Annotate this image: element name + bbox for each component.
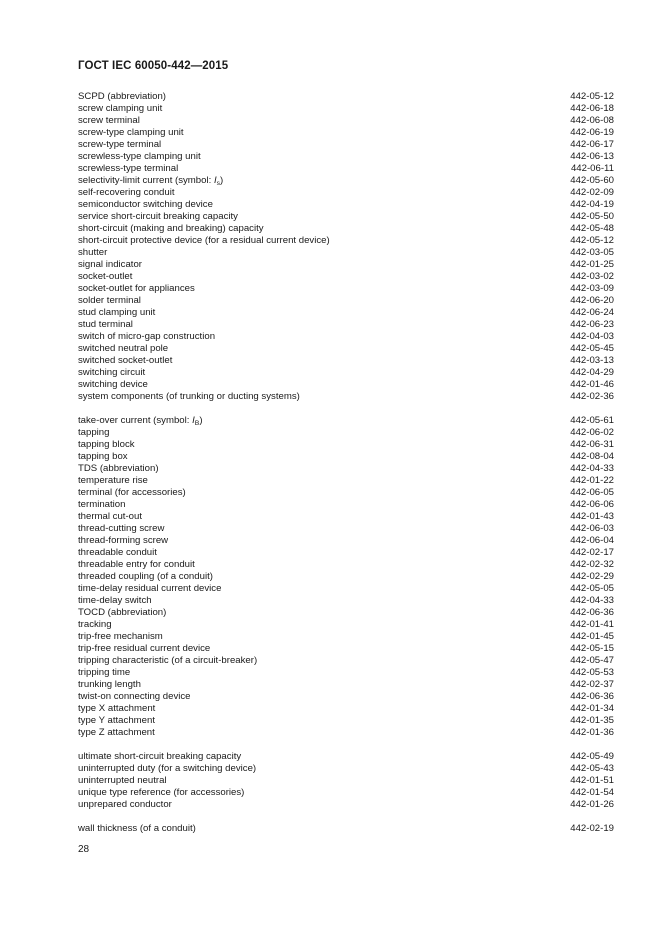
entry-term-text: trip-free residual current device: [78, 643, 211, 654]
entry-code: 442-06-17: [570, 139, 614, 150]
entry-term-text: termination: [78, 499, 126, 510]
entry-code: 442-06-20: [570, 295, 614, 306]
index-entry: [78, 151, 614, 163]
entry-term-text: self-recovering conduit: [78, 187, 175, 198]
entry-term-end: ): [199, 415, 203, 426]
entry-term-text: type X attachment: [78, 703, 156, 714]
index-entry: [78, 667, 614, 679]
entry-term: [78, 439, 562, 451]
entry-term-end: ): [220, 175, 224, 186]
entry-code: 442-06-24: [570, 307, 614, 318]
entry-term-text: threaded coupling (of a conduit): [78, 571, 213, 582]
entry-term-text: terminal (for accessories): [78, 487, 186, 498]
index-entry: [78, 367, 614, 379]
entry-term: [78, 451, 562, 463]
entry-term: [78, 547, 562, 559]
entry-term-text: SCPD (abbreviation): [78, 91, 166, 102]
entry-term-text: semiconductor switching device: [78, 199, 213, 210]
entry-term: [78, 115, 562, 127]
entry-term: [78, 355, 562, 367]
entry-term: [78, 391, 562, 403]
entry-term: [78, 235, 562, 247]
index-entry: [78, 751, 614, 763]
index-entry: [78, 787, 614, 799]
entry-term-text: tapping box: [78, 451, 128, 462]
index-entry: [78, 439, 614, 451]
entry-term: [78, 535, 562, 547]
entry-term: [78, 643, 562, 655]
entry-term-text: short-circuit (making and breaking) capacity: [78, 223, 264, 234]
entry-term-text: wall thickness (of a conduit): [78, 823, 196, 834]
index-entry: [78, 307, 614, 319]
group-separator: [78, 403, 614, 415]
index-entry: [78, 91, 614, 103]
entry-term-text: screwless-type clamping unit: [78, 151, 201, 162]
entry-code: 442-05-49: [570, 751, 614, 762]
entry-code: 442-06-08: [570, 115, 614, 126]
entry-term: [78, 379, 562, 391]
entry-term-text: take-over current (symbol:: [78, 415, 193, 426]
entry-term-text: tripping time: [78, 667, 131, 678]
entry-term: [78, 475, 562, 487]
index-entry: [78, 355, 614, 367]
entry-code: 442-06-05: [570, 487, 614, 498]
symbol-subscript: B: [194, 420, 200, 427]
index-entry: [78, 319, 614, 331]
index-entry: [78, 199, 614, 211]
index-entry: [78, 103, 614, 115]
entry-term-text: screw-type terminal: [78, 139, 162, 150]
index-entry: [78, 499, 614, 511]
entry-term-text: switching device: [78, 379, 148, 390]
entry-term-text: screw terminal: [78, 115, 140, 126]
entry-term: [78, 223, 562, 235]
index-entry: [78, 583, 614, 595]
entry-term: [78, 295, 562, 307]
entry-code: 442-04-33: [570, 463, 614, 474]
index-entry: [78, 235, 614, 247]
index-entry: [78, 487, 614, 499]
entry-term-text: unique type reference (for accessories): [78, 787, 245, 798]
entry-term-text: trip-free mechanism: [78, 631, 163, 642]
entry-code: 442-06-04: [570, 535, 614, 546]
index-entry: [78, 451, 614, 463]
entry-code: 442-06-03: [570, 523, 614, 534]
entry-term-text: stud terminal: [78, 319, 133, 330]
index-entry: [78, 547, 614, 559]
entry-term: [78, 331, 562, 343]
index-entry: [78, 595, 614, 607]
entry-term-text: system components (of trunking or ducting systems): [78, 391, 300, 402]
entry-code: 442-03-02: [570, 271, 614, 282]
entry-code: 442-04-19: [570, 199, 614, 210]
index-entry: [78, 271, 614, 283]
entry-term-text: switched neutral pole: [78, 343, 169, 354]
entry-term-text: uninterrupted neutral: [78, 775, 167, 786]
entry-term: [78, 559, 562, 571]
entry-term-text: thread-cutting screw: [78, 523, 165, 534]
entry-term: [78, 619, 562, 631]
index-entry: [78, 379, 614, 391]
entry-code: 442-05-12: [570, 235, 614, 246]
entry-term-text: unprepared conductor: [78, 799, 172, 810]
page-number: 28: [78, 844, 90, 855]
index-entry: [78, 691, 614, 703]
entry-term: [78, 775, 562, 787]
index-entry: [78, 727, 614, 739]
entry-term-text: threadable entry for conduit: [78, 559, 195, 570]
entry-code: 442-08-04: [570, 451, 614, 462]
index-entry: [78, 679, 614, 691]
entry-code: 442-05-50: [570, 211, 614, 222]
entry-term: [78, 367, 562, 379]
entry-term: [78, 427, 562, 439]
index-entry: [78, 259, 614, 271]
index-entry: [78, 643, 614, 655]
index-entry: [78, 211, 614, 223]
entry-term: [78, 187, 562, 199]
index-entry: [78, 703, 614, 715]
entry-term-text: uninterrupted duty (for a switching device): [78, 763, 257, 774]
entry-code: 442-05-43: [570, 763, 614, 774]
entry-term: [78, 631, 562, 643]
entry-code: 442-06-02: [570, 427, 614, 438]
index-entry: [78, 163, 614, 175]
entry-term: [78, 247, 562, 259]
entry-term-text: tapping block: [78, 439, 135, 450]
entry-term-text: trunking length: [78, 679, 141, 690]
entry-term-text: temperature rise: [78, 475, 148, 486]
symbol-subscript: s: [216, 180, 221, 187]
entry-term: [78, 103, 562, 115]
entry-code: 442-05-61: [570, 415, 614, 426]
entry-code: 442-01-43: [570, 511, 614, 522]
entry-code: 442-05-48: [570, 223, 614, 234]
entry-code: 442-06-19: [570, 127, 614, 138]
entry-code: 442-01-45: [570, 631, 614, 642]
entry-code: 442-02-32: [570, 559, 614, 570]
page-header: ГОСТ IEC 60050-442—2015: [78, 60, 229, 72]
entry-code: 442-06-31: [570, 439, 614, 450]
symbol-main: I: [192, 415, 195, 426]
entry-code: 442-01-25: [570, 259, 614, 270]
entry-term-text: selectivity-limit current (symbol:: [78, 175, 214, 186]
index-entry: [78, 283, 614, 295]
group-separator: [78, 739, 614, 751]
entry-term: [78, 211, 562, 223]
entry-code: 442-01-26: [570, 799, 614, 810]
index-entry: [78, 559, 614, 571]
entry-term: [78, 571, 562, 583]
entry-code: 442-01-34: [570, 703, 614, 714]
entry-term: [78, 271, 562, 283]
entry-code: 442-06-06: [570, 499, 614, 510]
entry-term-text: screw clamping unit: [78, 103, 163, 114]
entry-term: [78, 703, 562, 715]
index-entry: [78, 343, 614, 355]
entry-code: 442-05-05: [570, 583, 614, 594]
entry-code: 442-05-15: [570, 643, 614, 654]
entry-term: [78, 127, 562, 139]
index-entry: [78, 715, 614, 727]
entry-term: [78, 283, 562, 295]
entry-code: 442-01-36: [570, 727, 614, 738]
entry-code: 442-02-29: [570, 571, 614, 582]
entry-term: [78, 163, 563, 175]
entry-code: 442-06-36: [570, 691, 614, 702]
index-entry: [78, 427, 614, 439]
entry-code: 442-04-29: [570, 367, 614, 378]
entry-term-text: threadable conduit: [78, 547, 157, 558]
index-entry: [78, 511, 614, 523]
index-entry: [78, 223, 614, 235]
index-entry: [78, 655, 614, 667]
index-entry: [78, 463, 614, 475]
entry-term-text: tapping: [78, 427, 110, 438]
entry-term: [78, 751, 562, 763]
entry-term: [78, 679, 562, 691]
entry-term: [78, 511, 562, 523]
entry-code: 442-05-47: [570, 655, 614, 666]
symbol-main: I: [213, 175, 217, 186]
entry-term-text: twist-on connecting device: [78, 691, 191, 702]
index-entry: [78, 175, 614, 187]
entry-code: 442-02-37: [570, 679, 614, 690]
entry-term: [78, 91, 562, 103]
entry-code: 442-03-13: [570, 355, 614, 366]
entry-code: 442-06-18: [570, 103, 614, 114]
entry-code: 442-04-03: [570, 331, 614, 342]
entry-term: [78, 139, 562, 151]
index-entry: [78, 295, 614, 307]
entry-term-text: service short-circuit breaking capacity: [78, 211, 238, 222]
entry-term: [78, 523, 562, 535]
entry-term-text: solder terminal: [78, 295, 141, 306]
entry-code: 442-01-46: [570, 379, 614, 390]
entry-term: [78, 499, 562, 511]
index-entry: [78, 391, 614, 403]
entry-term: [78, 319, 562, 331]
index-entry: [78, 571, 614, 583]
entry-term-text: TOCD (abbreviation): [78, 607, 167, 618]
entry-term: [78, 487, 562, 499]
entry-term-text: time-delay switch: [78, 595, 152, 606]
entry-code: 442-01-54: [570, 787, 614, 798]
entry-term-text: type Z attachment: [78, 727, 155, 738]
entry-term-text: signal indicator: [78, 259, 142, 270]
entry-term-text: socket-outlet for appliances: [78, 283, 195, 294]
entry-term: [78, 343, 562, 355]
entry-code: 442-02-19: [570, 823, 614, 834]
entry-code: 442-05-45: [570, 343, 614, 354]
group-separator: [78, 811, 614, 823]
entry-term: [78, 823, 562, 835]
entry-code: 442-01-22: [570, 475, 614, 486]
entry-term: [78, 727, 562, 739]
index-entry: [78, 619, 614, 631]
index-entry: [78, 535, 614, 547]
entry-term: [78, 715, 562, 727]
entry-term-text: tracking: [78, 619, 112, 630]
entry-term-text: tripping characteristic (of a circuit-breaker): [78, 655, 258, 666]
entry-term: [78, 463, 562, 475]
index-entry: [78, 247, 614, 259]
entry-term: [78, 787, 562, 799]
index-entry: [78, 607, 614, 619]
index-entry: [78, 763, 614, 775]
entry-code: 442-01-41: [570, 619, 614, 630]
index-entry: [78, 415, 614, 427]
entry-term: [78, 595, 562, 607]
entry-term-text: shutter: [78, 247, 108, 258]
entry-term-text: socket-outlet: [78, 271, 133, 282]
entry-term: [78, 307, 562, 319]
index-entry: [78, 631, 614, 643]
entry-code: 442-05-53: [570, 667, 614, 678]
index-entry: [78, 139, 614, 151]
entry-code: 442-03-05: [570, 247, 614, 258]
index-entry: [78, 115, 614, 127]
entry-code: 442-06-36: [570, 607, 614, 618]
entry-term: [78, 199, 562, 211]
entry-code: 442-01-35: [570, 715, 614, 726]
entry-term-text: switch of micro-gap construction: [78, 331, 216, 342]
entry-code: 442-02-09: [570, 187, 614, 198]
entry-code: 442-02-36: [570, 391, 614, 402]
entry-code: 442-06-13: [570, 151, 614, 162]
entry-term-text: thread-forming screw: [78, 535, 169, 546]
index-entry: [78, 331, 614, 343]
entry-term-text: short-circuit protective device (for a residual current device): [78, 235, 330, 246]
entry-code: 442-03-09: [570, 283, 614, 294]
entry-term-text: screwless-type terminal: [78, 163, 179, 174]
entry-term: [78, 151, 562, 163]
entry-term: [78, 763, 562, 775]
entry-code: 442-06-23: [570, 319, 614, 330]
entry-term-text: screw-type clamping unit: [78, 127, 184, 138]
index-entry: [78, 127, 614, 139]
entry-term-text: time-delay residual current device: [78, 583, 222, 594]
index-entry: [78, 823, 614, 835]
entry-code: 442-04-33: [570, 595, 614, 606]
term-index: [78, 91, 614, 835]
entry-code: 442-05-60: [570, 175, 614, 186]
entry-term: [78, 655, 562, 667]
index-entry: [78, 523, 614, 535]
entry-term: [78, 691, 562, 703]
entry-term-text: stud clamping unit: [78, 307, 156, 318]
entry-code: 442-05-12: [570, 91, 614, 102]
index-entry: [78, 475, 614, 487]
entry-term-text: ultimate short-circuit breaking capacity: [78, 751, 242, 762]
entry-term-text: thermal cut-out: [78, 511, 142, 522]
entry-term: [78, 583, 562, 595]
index-entry: [78, 799, 614, 811]
entry-term-text: TDS (abbreviation): [78, 463, 159, 474]
entry-code: 442-06-11: [570, 163, 614, 174]
entry-term: [78, 667, 562, 679]
entry-term: [78, 607, 562, 619]
entry-term-text: switched socket-outlet: [78, 355, 173, 366]
entry-term: [78, 799, 562, 811]
entry-term-text: switching circuit: [78, 367, 146, 378]
entry-term: [78, 259, 562, 271]
index-entry: [78, 775, 614, 787]
entry-term-text: type Y attachment: [78, 715, 155, 726]
entry-code: 442-02-17: [570, 547, 614, 558]
entry-code: 442-01-51: [570, 775, 614, 786]
index-entry: [78, 187, 614, 199]
